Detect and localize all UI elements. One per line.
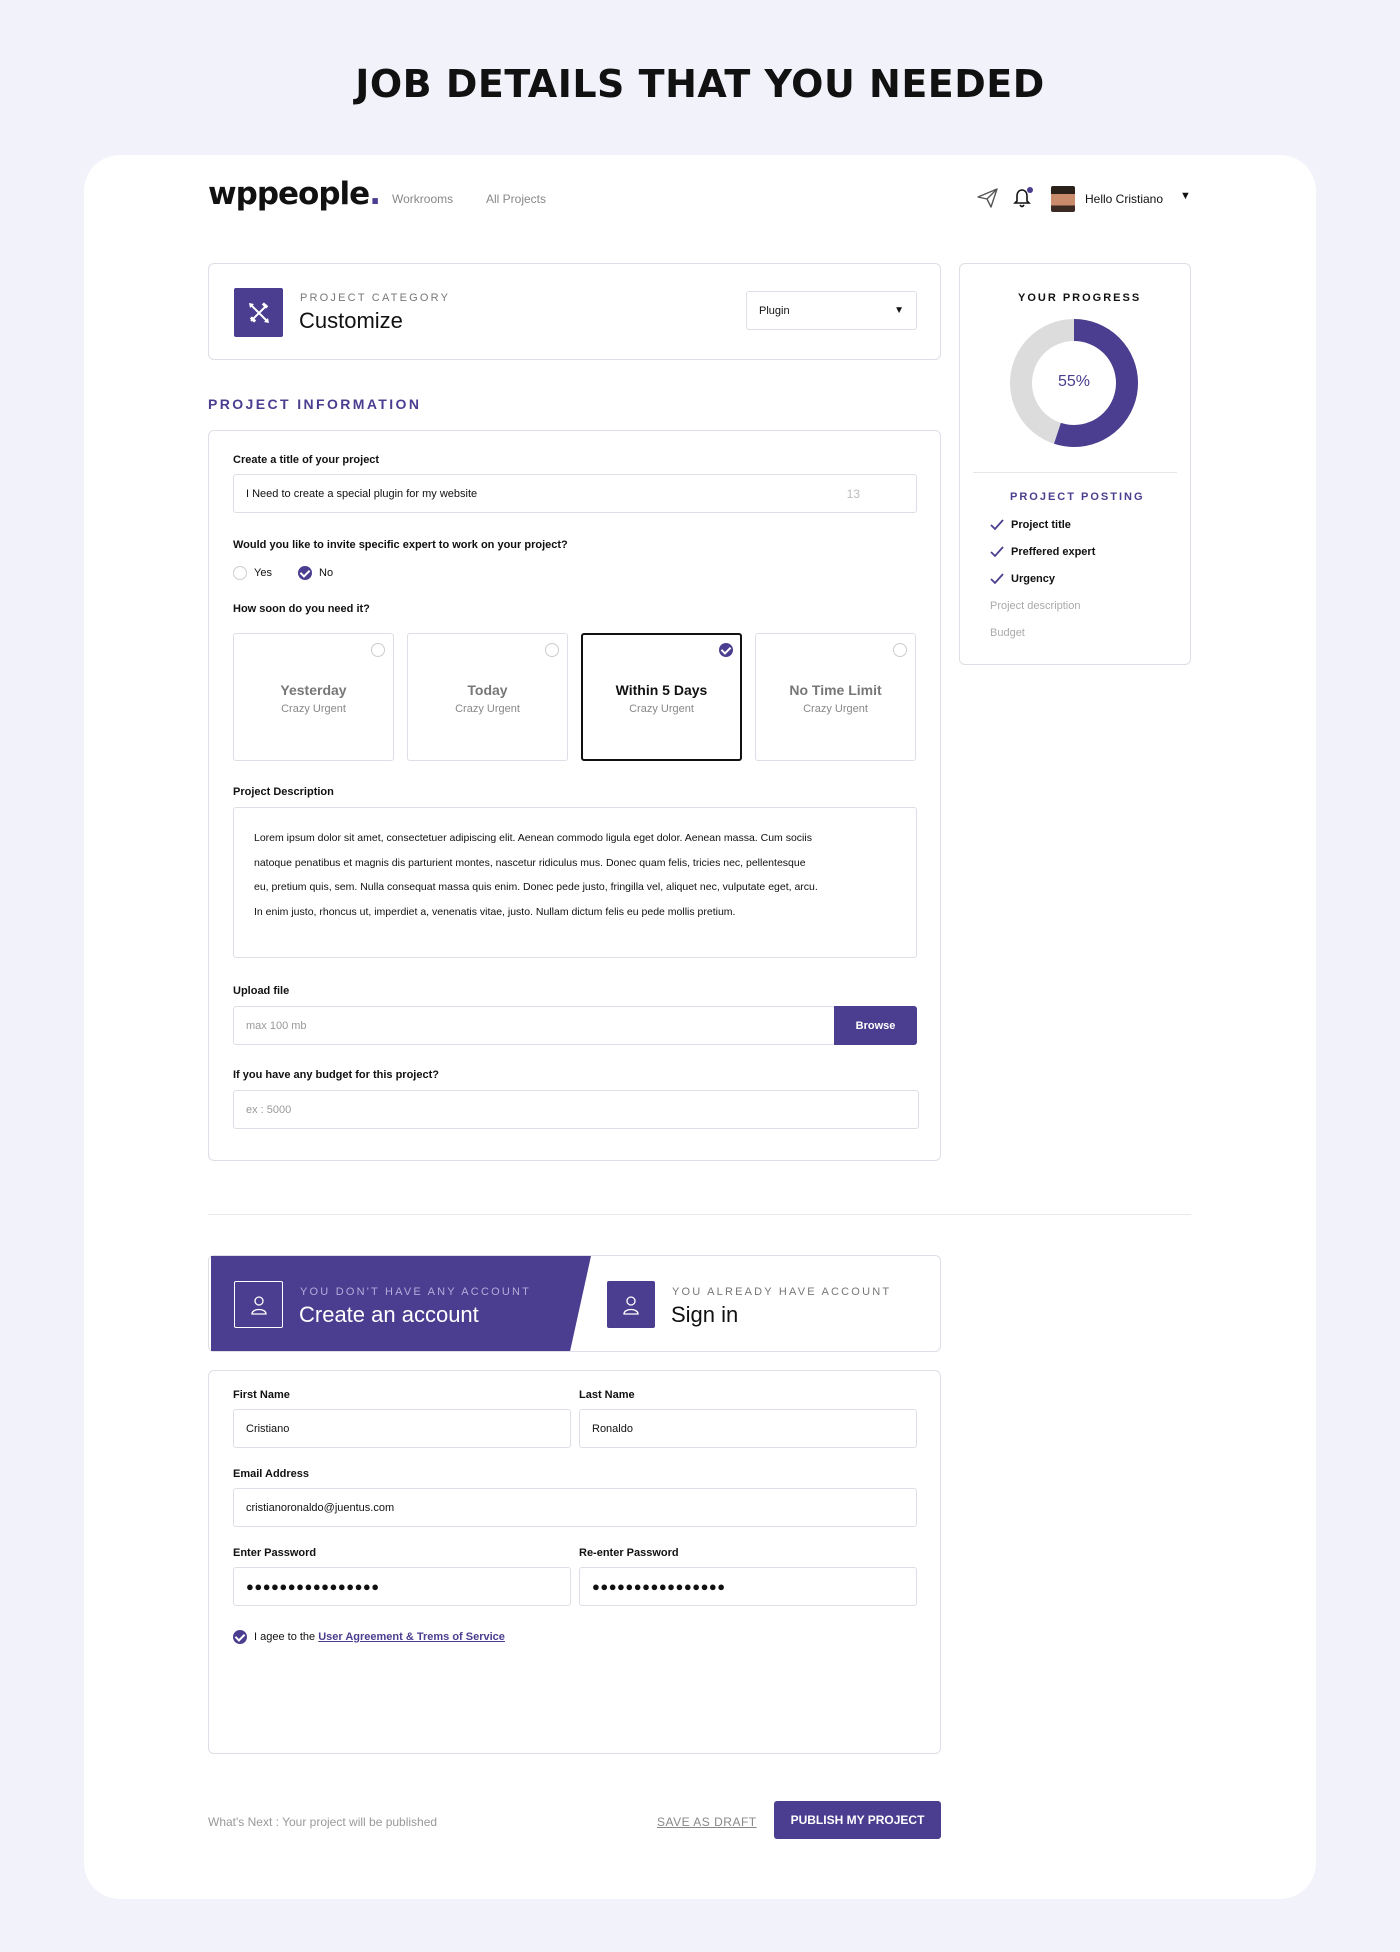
description-label: Project Description	[233, 786, 334, 798]
posting-item-description: Project description	[990, 600, 1081, 612]
description-textarea[interactable]	[233, 807, 917, 958]
progress-divider	[973, 472, 1177, 473]
invite-no-label[interactable]: No	[319, 567, 334, 579]
budget-placeholder: ex : 5000	[246, 1103, 292, 1116]
urgency-sub: Crazy Urgent	[629, 703, 694, 715]
signin-title[interactable]: Sign in	[671, 1302, 739, 1327]
email-input[interactable]	[233, 1488, 917, 1527]
send-icon[interactable]	[977, 188, 999, 213]
description-line: natoque penatibus et magnis dis parturient montes, nascetur ridiculus mus. Donec quam felis, tricies nec, pellentesque	[254, 856, 806, 869]
agree-link[interactable]: User Agreement & Trems of Service	[318, 1631, 505, 1643]
category-caption: PROJECT CATEGORY	[300, 292, 451, 304]
logo-text: wppeople	[208, 176, 370, 212]
description-line: Lorem ipsum dolor sit amet, consectetuer adipiscing elit. Aenean commodo ligula eget dolor. Aenean massa. Cum sociis	[254, 832, 812, 844]
check-icon	[990, 546, 1004, 558]
progress-percent: 55%	[1057, 373, 1091, 390]
upload-input[interactable]	[233, 1006, 835, 1045]
user-icon	[607, 1281, 655, 1328]
invite-yes-label[interactable]: Yes	[254, 567, 272, 579]
urgency-title: Within 5 Days	[615, 682, 708, 698]
posting-item-project-title: Project title	[1011, 519, 1071, 531]
check-icon	[990, 573, 1004, 585]
urgency-radio	[545, 643, 559, 657]
check-icon	[990, 519, 1004, 531]
urgency-option-no-time-limit[interactable]	[755, 633, 916, 761]
first-name-label: First Name	[233, 1389, 290, 1401]
create-caption: YOU DON'T HAVE ANY ACCOUNT	[300, 1286, 532, 1298]
greeting: Hello Cristiano	[1085, 192, 1164, 206]
progress-title: YOUR PROGRESS	[1018, 292, 1142, 304]
budget-input[interactable]	[233, 1090, 919, 1129]
title-char-count: 13	[846, 486, 860, 501]
description-line: In enim justo, rhoncus ut, imperdiet a, venenatis vitae, justo. Nullam dictum felis eu pede mollis pretium.	[254, 905, 736, 918]
category-title: Customize	[299, 308, 403, 333]
last-name-label: Last Name	[579, 1389, 635, 1401]
urgency-radio	[371, 643, 385, 657]
section-divider	[208, 1214, 1191, 1215]
posting-title: PROJECT POSTING	[1010, 491, 1145, 503]
invite-label: Would you like to invite specific expert to work on your project?	[233, 539, 568, 551]
first-name-input[interactable]	[233, 1409, 571, 1448]
repassword-label: Re-enter Password	[579, 1547, 679, 1559]
invite-no-radio[interactable]	[298, 566, 312, 580]
publish-button[interactable]: PUBLISH MY PROJECT	[774, 1801, 941, 1839]
category-select[interactable]	[746, 291, 917, 330]
project-title-input[interactable]	[233, 474, 917, 513]
urgency-title: Today	[467, 682, 508, 698]
project-title-value: I Need to create a special plugin for my website	[246, 487, 478, 500]
repassword-input[interactable]	[579, 1567, 917, 1606]
customize-tools-icon	[234, 288, 283, 337]
save-draft-button[interactable]: SAVE AS DRAFT	[657, 1815, 757, 1829]
create-title[interactable]: Create an account	[299, 1302, 479, 1327]
project-information-title: PROJECT INFORMATION	[208, 396, 422, 412]
urgency-sub: Crazy Urgent	[281, 703, 346, 715]
bell-icon[interactable]	[1011, 186, 1035, 215]
last-name-input[interactable]	[579, 1409, 917, 1448]
posting-item-budget: Budget	[990, 627, 1025, 639]
select-caret-icon: ▼	[894, 305, 904, 316]
first-name-value: Cristiano	[246, 1422, 290, 1435]
logo-dot: .	[369, 176, 380, 212]
user-icon	[234, 1281, 283, 1328]
category-select-value: Plugin	[759, 304, 790, 317]
avatar[interactable]	[1051, 186, 1075, 212]
signin-caption: YOU ALREADY HAVE ACCOUNT	[672, 1286, 892, 1298]
password-value: ●●●●●●●●●●●●●●●●	[246, 1579, 380, 1594]
email-value: cristianoronaldo@juentus.com	[246, 1501, 395, 1514]
nav-workrooms[interactable]: Workrooms	[392, 192, 454, 206]
urgency-radio	[893, 643, 907, 657]
upload-placeholder: max 100 mb	[246, 1019, 307, 1032]
urgency-option-within-5-days[interactable]	[581, 633, 742, 761]
user-menu-caret-icon[interactable]: ▼	[1180, 190, 1191, 202]
password-label: Enter Password	[233, 1547, 317, 1559]
invite-yes-radio[interactable]	[233, 566, 247, 580]
password-input[interactable]	[233, 1567, 571, 1606]
posting-item-urgency: Urgency	[1011, 573, 1056, 585]
title-label: Create a title of your project	[233, 454, 380, 466]
urgency-title: Yesterday	[280, 682, 347, 698]
budget-label: If you have any budget for this project?	[233, 1069, 439, 1081]
browse-button[interactable]: Browse	[834, 1006, 917, 1045]
urgency-radio-selected	[719, 643, 733, 657]
urgency-option-today[interactable]	[407, 633, 568, 761]
logo[interactable]	[208, 176, 380, 212]
repassword-value: ●●●●●●●●●●●●●●●●	[592, 1579, 726, 1594]
page-heading: JOB DETAILS THAT YOU NEEDED	[355, 62, 1045, 106]
urgency-sub: Crazy Urgent	[455, 703, 520, 715]
urgency-option-yesterday[interactable]	[233, 633, 394, 761]
agree-checkbox[interactable]	[233, 1630, 247, 1644]
description-line: eu, pretium quis, sem. Nulla consequat massa quis enim. Donec pede justo, fringilla vel, aliquet nec, vulputate eget, arcu.	[254, 881, 818, 893]
email-label: Email Address	[233, 1468, 310, 1480]
urgency-title: No Time Limit	[789, 682, 882, 698]
agree-text	[254, 1631, 505, 1643]
nav-all-projects[interactable]: All Projects	[486, 192, 547, 206]
urgency-label: How soon do you need it?	[233, 603, 370, 615]
agree-prefix: I agee to the	[254, 1631, 316, 1643]
posting-item-preferred-expert: Preffered expert	[1011, 546, 1096, 558]
last-name-value: Ronaldo	[592, 1422, 633, 1435]
whats-next-note: What's Next : Your project will be published	[208, 1815, 438, 1829]
urgency-sub: Crazy Urgent	[803, 703, 868, 715]
upload-label: Upload file	[233, 985, 290, 997]
